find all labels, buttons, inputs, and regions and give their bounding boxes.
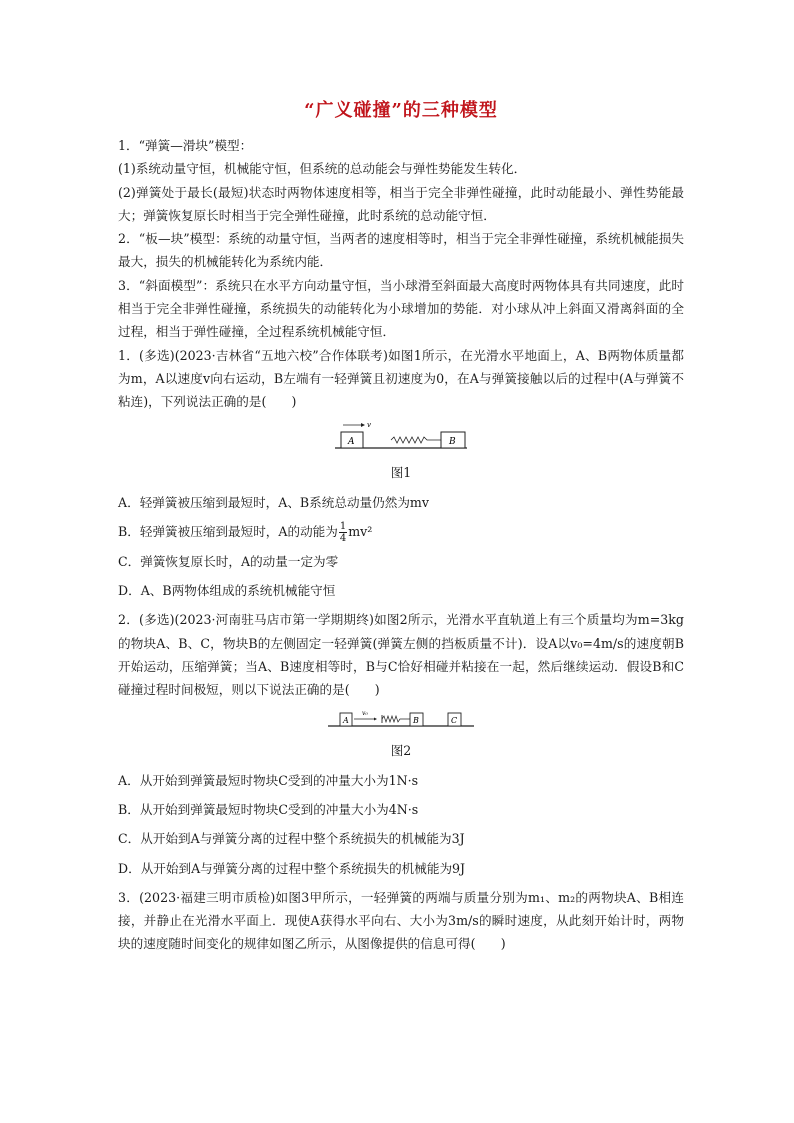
fraction-numerator: 1 xyxy=(339,520,347,532)
figure-1-diagram xyxy=(331,418,471,452)
figure-1 xyxy=(118,418,684,456)
option-b-expression: mv² xyxy=(348,523,373,539)
page-title: “广义碰撞”的三种模型 xyxy=(304,100,498,121)
velocity-arrow-head xyxy=(361,423,365,427)
velocity-arrow-head xyxy=(374,717,377,720)
question-1-option-c: C．弹簧恢复原长时，A的动量一定为零 xyxy=(118,553,339,569)
question-2-option-b: B．从开始到弹簧最短时物块C受到的冲量大小为4N·s xyxy=(118,801,419,817)
block-b-label: B xyxy=(413,715,419,725)
velocity-label: v xyxy=(367,420,371,429)
block-a-label: A xyxy=(348,436,355,447)
option-b-text: B．轻弹簧被压缩到最短时，A的动能为 xyxy=(118,523,338,539)
intro-point-2: (2)弹簧处于最长(最短)状态时两物体速度相等，相当于完全非弹性碰撞，此时动能最小、弹性势能最大；弹簧恢复原长时相当于完全弹性碰撞，此时系统的总动能守恒． xyxy=(118,184,684,223)
question-1-option-b xyxy=(118,520,684,544)
question-2-option-a: A．从开始到弹簧最短时物块C受到的冲量大小为1N·s xyxy=(118,772,419,788)
fraction-denominator: 4 xyxy=(339,532,347,544)
figure-1-caption: 图1 xyxy=(390,464,412,480)
figure-2-diagram xyxy=(326,706,476,730)
question-2-option-c: C．从开始到A与弹簧分离的过程中整个系统损失的机械能为3J xyxy=(118,831,465,847)
document-page xyxy=(118,92,684,956)
question-1-stem: 1．(多选)(2023·吉林省“五地六校”合作体联考)如图1所示，在光滑水平地面上，A、B两物体质量都为m，A以速度v向右运动，B左端有一轻弹簧且初速度为0，在A与弹簧接触以后的过程中(A与弹簧不粘连)，下列说法正确的是( ) xyxy=(118,347,684,410)
intro-slope-model: 3．“斜面模型”：系统只在水平方向动量守恒，当小球滑至斜面最大高度时两物体具有共同速度，此时相当于完全非弹性碰撞，系统损失的动能转化为小球增加的势能．对小球从冲上斜面又滑离斜面的全过程，相当于弹性碰撞，全过程系统机械能守恒． xyxy=(118,277,684,340)
block-a-label: A xyxy=(343,715,349,725)
intro-board-block: 2．“板—块”模型：系统的动量守恒，当两者的速度相等时，相当于完全非弹性碰撞，系统机械能损失最大，损失的机械能转化为系统内能． xyxy=(118,231,684,270)
question-1-option-a: A．轻弹簧被压缩到最短时，A、B系统总动量仍然为mv xyxy=(118,494,429,510)
figure-2-caption: 图2 xyxy=(390,742,412,758)
intro-point-1: (1)系统动量守恒，机械能守恒，但系统的总动能会与弹性势能发生转化． xyxy=(118,161,527,177)
figure-2 xyxy=(118,706,684,734)
block-c-label: C xyxy=(451,715,458,725)
question-3-stem: 3．(2023·福建三明市质检)如图3甲所示，一轻弹簧的两端与质量分别为m₁、m₂的两物块A、B相连接，并静止在光滑水平面上．现使A获得水平向右、大小为3m/s的瞬时速度，从此刻开始计时，两物块的速度随时间变化的规律如图乙所示，从图像提供的信息可得( ) xyxy=(118,889,684,952)
fraction-one-quarter xyxy=(339,521,347,544)
velocity-label: v₀ xyxy=(362,709,368,717)
intro-heading: 1．“弹簧—滑块”模型： xyxy=(118,138,253,153)
spring xyxy=(382,716,410,722)
spring xyxy=(391,437,441,443)
question-2-stem: 2．(多选)(2023·河南驻马店市第一学期期终)如图2所示，光滑水平直轨道上有三个质量均为m=3kg的物块A、B、C，物块B的左侧固定一轻弹簧(弹簧左侧的挡板质量不计)．设A以v₀=4m/s的速度朝B开始运动，压缩弹簧；当A、B速度相等时，B与C恰好相碰并粘接在一起，然后继续运动．假设B和C碰撞过程时间极短，则以下说法正确的是( ) xyxy=(118,612,684,698)
question-2-option-d: D．从开始到A与弹簧分离的过程中整个系统损失的机械能为9J xyxy=(118,860,466,876)
question-1-option-d: D．A、B两物体组成的系统机械能守恒 xyxy=(118,583,336,599)
block-b-label: B xyxy=(449,436,456,447)
